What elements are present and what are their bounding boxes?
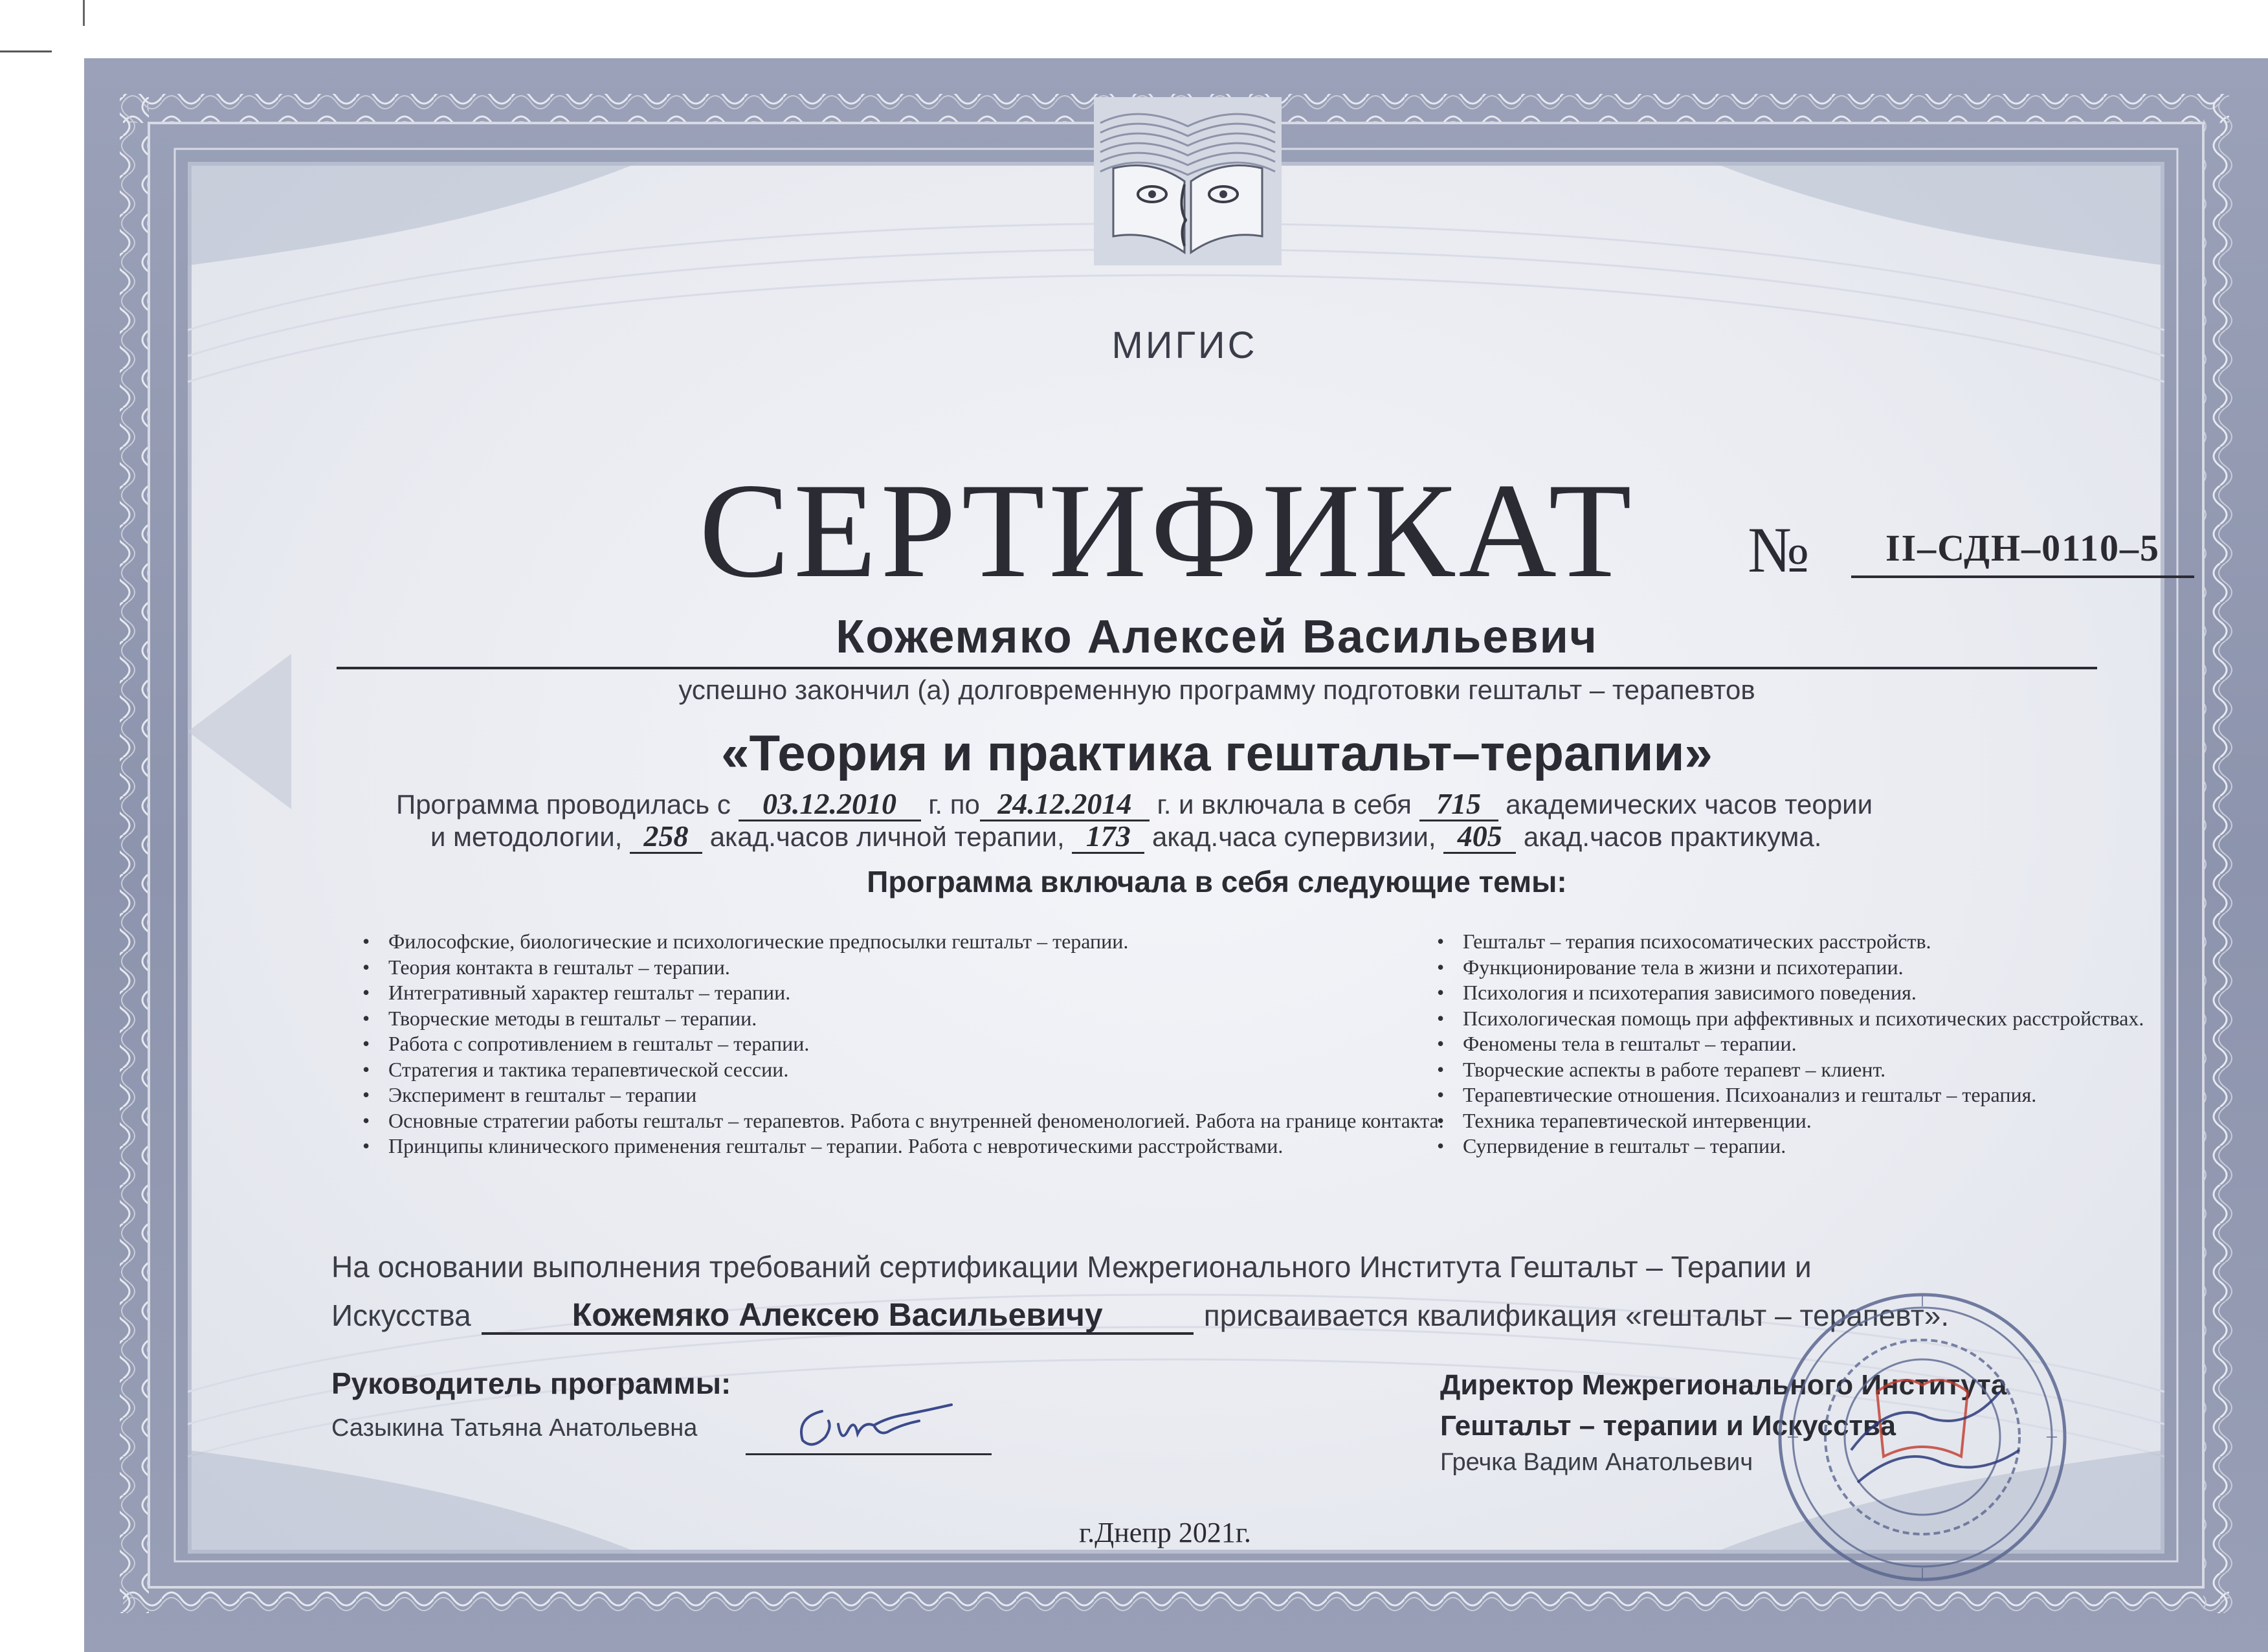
recipient-name-dative: Кожемяко Алексею Васильевичу [482,1298,1194,1335]
program-dates-line [396,788,1873,821]
program-text: Программа проводилась с [396,789,731,820]
list-item: • Терапевтические отношения. Психоанализ и гештальт – терапия. [1437,1082,2149,1108]
program-head-name: Сазыкина Татьяна Анатольевна [331,1414,698,1442]
qualification-basis-line1: На основании выполнения требований сертификации Межрегионального Института Гештальт – Терапии и [331,1250,1812,1284]
list-item: • Работа с сопротивлением в гештальт – терапии. [362,1031,1463,1057]
program-hours-line [430,821,1821,854]
list-item: • Философские, биологические и психологические предпосылки гештальт – терапии. [362,929,1463,955]
recipient-name: Кожемяко Алексей Васильевич [337,612,2097,669]
program-text: акад.часов личной терапии, [709,821,1065,852]
scan-edge-line [83,0,85,26]
program-text: акад.часа супервизии, [1152,821,1436,852]
list-item: • Принципы клинического применения гештальт – терапии. Работа с невротическими расстройствами. [362,1133,1463,1159]
list-item: • Техника терапевтической интервенции. [1437,1108,2149,1134]
qualification-basis-line2 [331,1298,1949,1335]
start-date: 03.12.2010 [739,788,921,821]
list-item: • Основные стратегии работы гештальт – терапевтов. Работа с внутренней феноменологией. Работа на границе контакта. [362,1108,1463,1134]
completion-statement: успешно закончил (а) долговременную программу подготовки гештальт – терапевтов [678,675,1755,705]
list-item: • Творческие аспекты в работе терапевт – клиент. [1437,1057,2149,1083]
topics-heading: Программа включала в себя следующие темы: [867,865,1567,899]
list-item: • Гештальт – терапия психосоматических расстройств. [1437,929,2149,955]
organization-name: МИГИС [1111,324,1258,366]
practicum-hours: 405 [1443,821,1516,854]
therapy-hours: 258 [630,821,702,854]
program-text: г. и включала в себя [1157,789,1412,820]
certificate-number: II–СДН–0110–5 [1851,528,2194,578]
place-and-year: г.Днепр 2021г. [1079,1517,1251,1548]
program-title: «Теория и практика гештальт–терапии» [721,724,1713,781]
program-head-label: Руководитель программы: [331,1367,731,1400]
list-item: • Творческие методы в гештальт – терапии. [362,1006,1463,1032]
director-label: Гештальт – терапии и Искусства [1440,1410,1896,1442]
list-item: • Теория контакта в гештальт – терапии. [362,955,1463,981]
topics-list-right [1437,929,2149,1159]
program-text: и методологии, [430,821,623,852]
end-date: 24.12.2014 [980,788,1150,821]
topics-list-left [362,929,1463,1159]
program-text: акад.часов практикума. [1523,821,1822,852]
program-head-signature [777,1385,984,1457]
list-item: • Функционирование тела в жизни и психотерапии. [1437,955,2149,981]
certificate-title: СЕРТИФИКАТ [699,456,1636,606]
list-item: • Психологическая помощь при аффективных и психотических расстройствах. [1437,1006,2149,1032]
list-item: • Стратегия и тактика терапевтической сессии. [362,1057,1463,1083]
supervision-hours: 173 [1072,821,1144,854]
director-name: Гречка Вадим Анатольевич [1440,1449,1753,1476]
list-item: • Феномены тела в гештальт – терапии. [1437,1031,2149,1057]
director-label: Директор Межрегионального Института [1440,1369,2007,1401]
list-item: • Эксперимент в гештальт – терапии [362,1082,1463,1108]
open-book-face-icon [1087,97,1288,265]
round-stamp-icon [1773,1288,2071,1586]
list-item: • Супервидение в гештальт – терапии. [1437,1133,2149,1159]
list-item: • Психология и психотерапия зависимого поведения. [1437,980,2149,1006]
program-text: г. по [928,789,980,820]
theory-hours: 715 [1419,788,1498,821]
basis-text: Искусства [331,1299,471,1332]
scan-edge-mark [0,50,52,52]
list-item: • Интегративный характер гештальт – терапии. [362,980,1463,1006]
program-text: академических часов теории [1506,789,1873,820]
number-sign: № [1748,514,1810,586]
basis-text: присваивается квалификация «гештальт – терапевт». [1203,1299,1950,1332]
